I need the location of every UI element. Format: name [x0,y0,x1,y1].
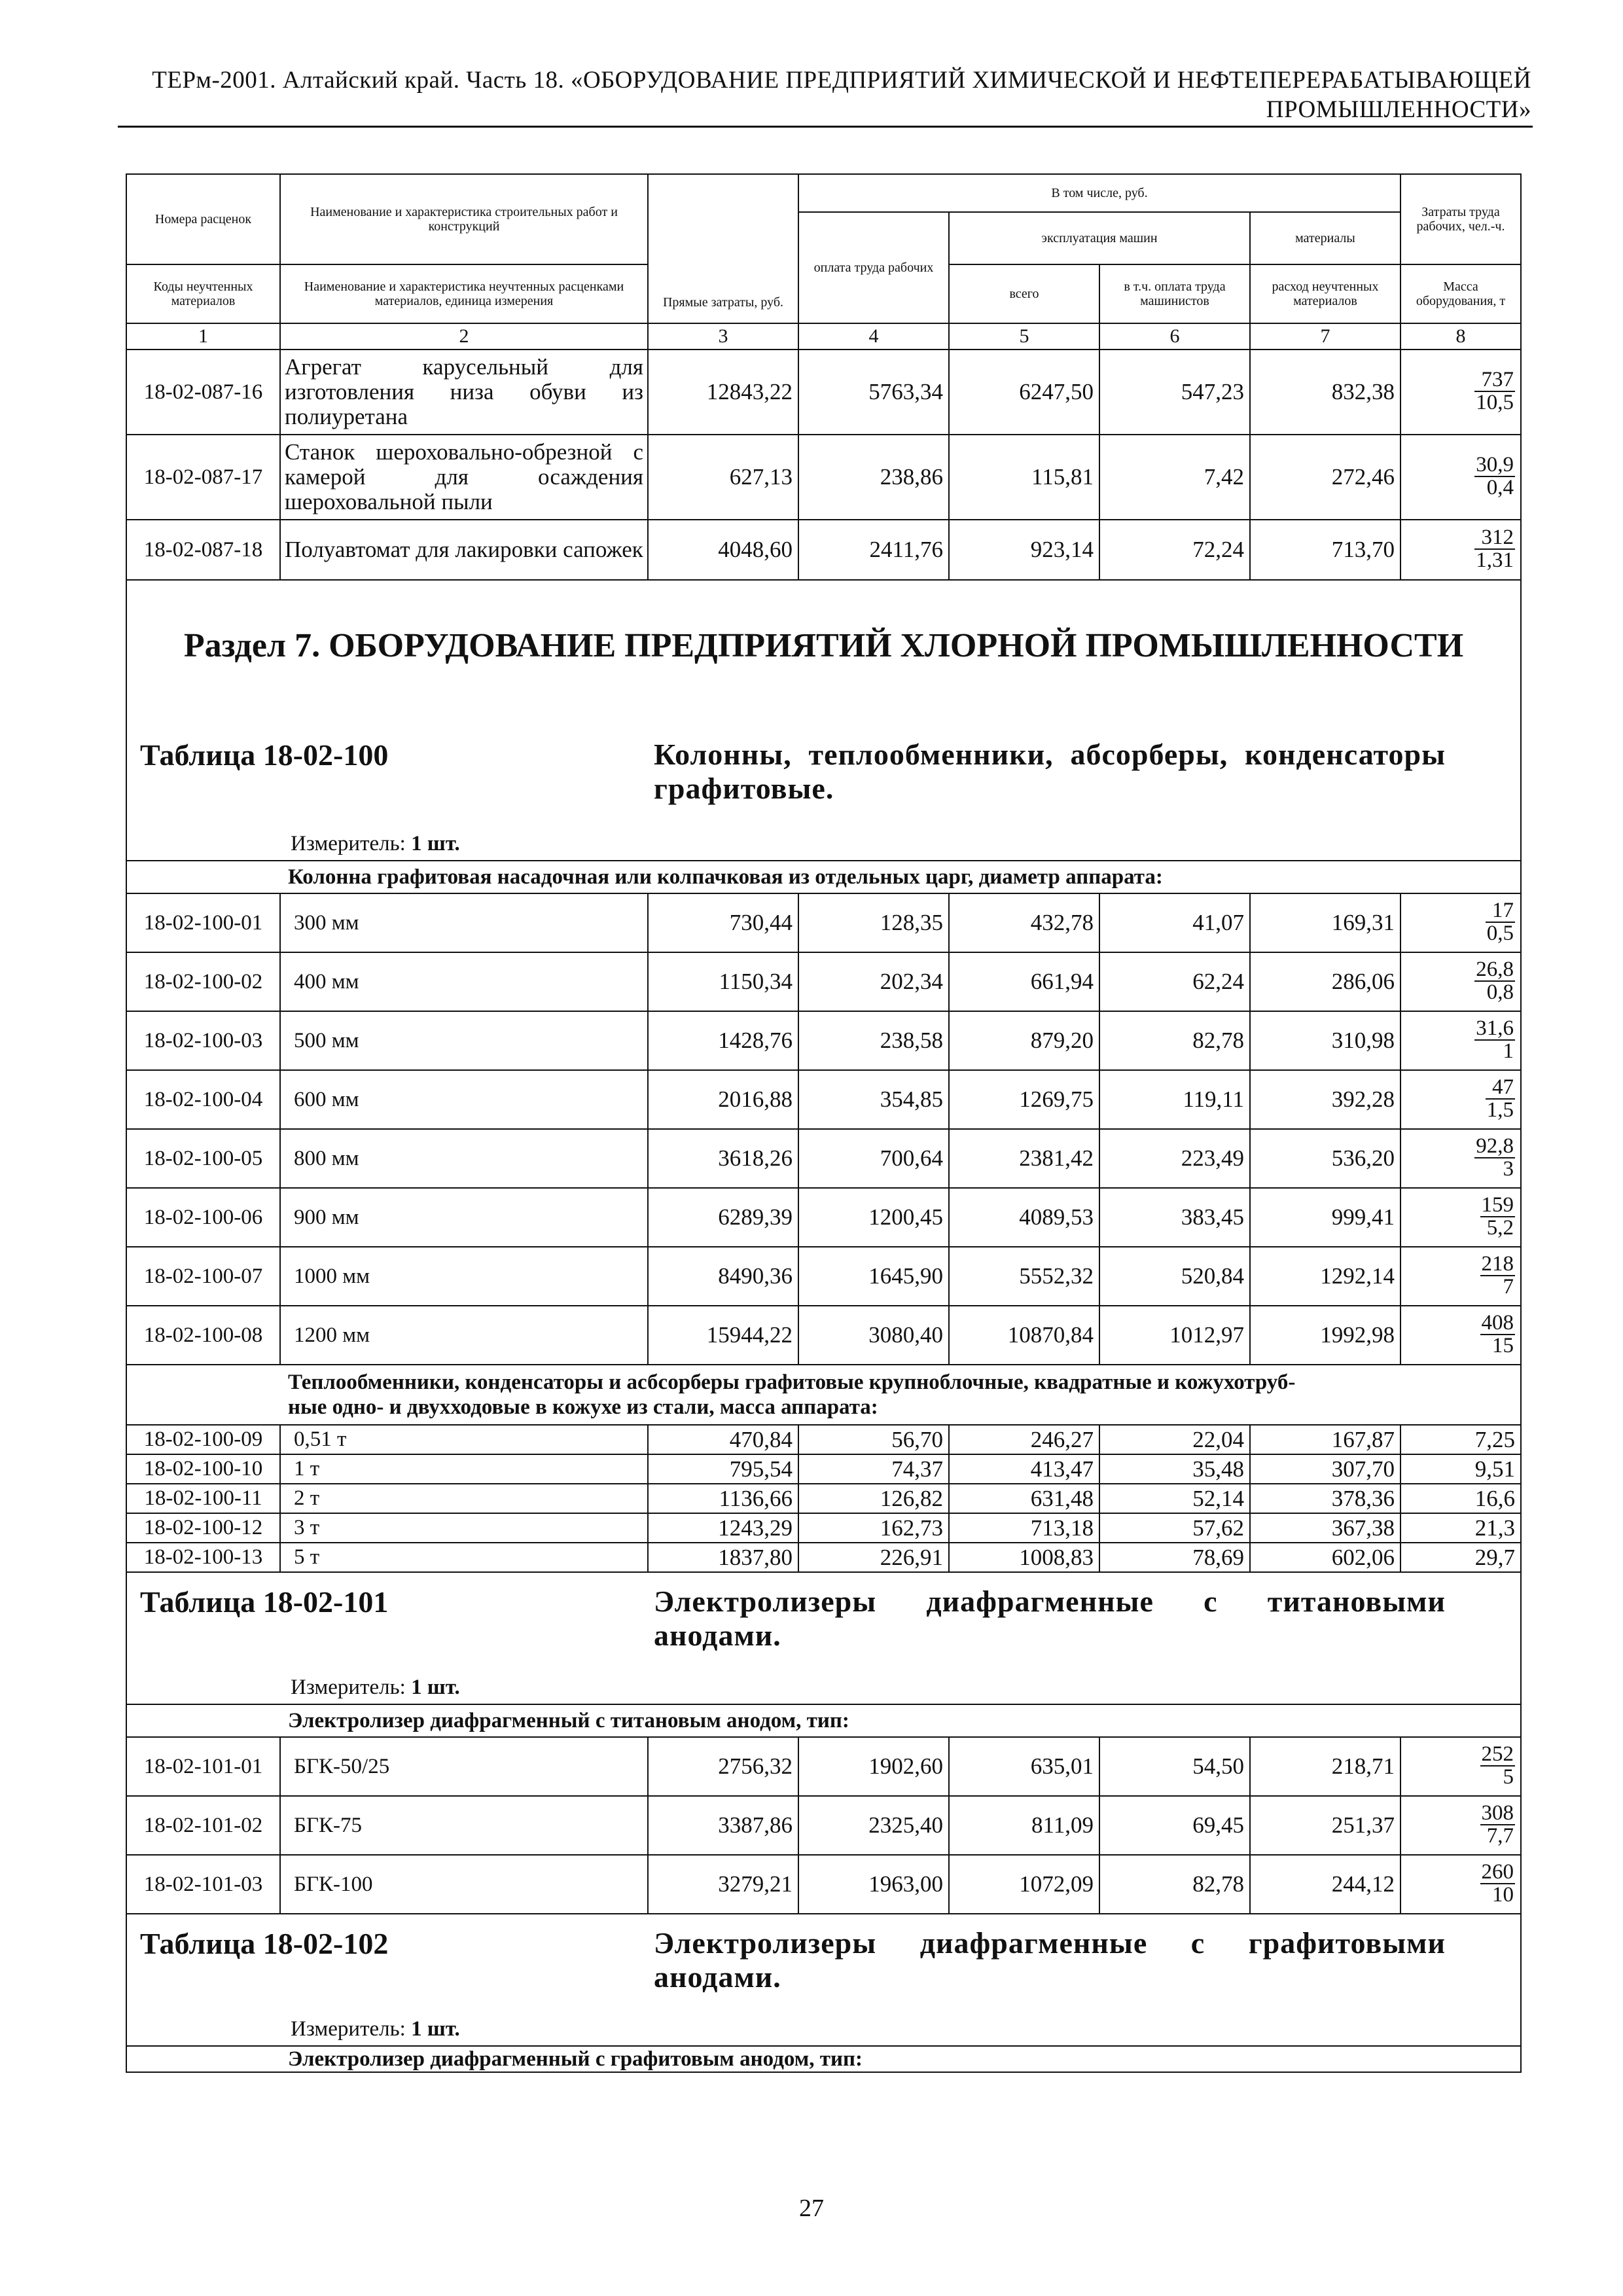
machinists-pay: 35,48 [1099,1454,1250,1484]
machinists-pay: 7,42 [1099,435,1250,520]
labor-over-mass [1474,527,1515,571]
labor-cost-value: 308 [1481,1801,1514,1825]
labor-cost-value: 252 [1481,1742,1514,1766]
mass-value: 1,5 [1486,1098,1514,1122]
col-index: 8 [1400,323,1521,350]
rate-name: БГК-75 [280,1796,648,1855]
mass-cell [1400,435,1521,520]
labor-pay: 2325,40 [798,1796,949,1855]
header-labor-cost: Затраты труда рабочих, чел.-ч. [1400,174,1521,264]
header-materials: материалы [1250,212,1400,264]
labor-over-mass [1474,1018,1515,1062]
table-heading-row [126,1914,1521,2046]
materials: 832,38 [1250,350,1400,435]
group-caption [280,1704,1521,1737]
mass-cell [1400,1247,1521,1306]
rate-name: Полуавтомат для лакировки сапожек [280,520,648,580]
direct-costs: 470,84 [648,1425,798,1454]
rate-name: 900 мм [280,1188,648,1247]
mass-cell [1400,952,1521,1011]
mass-value: 0,8 [1486,980,1514,1004]
materials: 713,70 [1250,520,1400,580]
table-row [126,1454,1521,1484]
table-meter [291,832,460,856]
materials: 307,70 [1250,1454,1400,1484]
mass-value: 15 [1492,1334,1514,1357]
labor-pay: 226,91 [798,1543,949,1572]
machinists-pay: 41,07 [1099,893,1250,952]
group-row [126,861,1521,893]
group-caption [280,2046,1521,2072]
mass-cell: 29,7 [1400,1543,1521,1572]
machinists-pay: 547,23 [1099,350,1250,435]
machines-total: 5552,32 [949,1247,1099,1306]
table-row [126,350,1521,435]
machines-total: 631,48 [949,1484,1099,1513]
rate-code: 18-02-100-01 [126,893,280,952]
materials: 392,28 [1250,1070,1400,1129]
rate-name: Агрегат карусельный для изготовления низа обуви из полиуретана [280,350,648,435]
mass-value: 5 [1503,1765,1514,1789]
header-machines-total: всего [949,264,1099,323]
group-caption-line: Колонна графитовая насадочная или колпачковая из отдельных царг, диаметр аппарата: [288,865,1163,889]
header-material-codes: Коды неучтенных материалов [126,264,280,323]
labor-pay: 1200,45 [798,1188,949,1247]
group-caption [280,861,1521,893]
labor-over-mass [1486,1077,1515,1121]
rate-code: 18-02-100-12 [126,1513,280,1543]
table-heading [126,1572,1521,1704]
materials: 367,38 [1250,1513,1400,1543]
machinists-pay: 119,11 [1099,1070,1250,1129]
group-caption-line: Электролизер диафрагменный с графитовым анодом, тип: [288,2047,863,2071]
direct-costs: 8490,36 [648,1247,798,1306]
mass-cell [1400,1129,1521,1188]
machines-total: 879,20 [949,1011,1099,1070]
table-heading [126,1914,1521,2046]
machines-total: 413,47 [949,1454,1099,1484]
header-materials-use: расход неучтенных материалов [1250,264,1400,323]
page-number: 27 [799,2195,824,2222]
machinists-pay: 78,69 [1099,1543,1250,1572]
table-row [126,1188,1521,1247]
table-meter [291,2017,460,2041]
machines-total: 811,09 [949,1796,1099,1855]
rate-code: 18-02-100-11 [126,1484,280,1513]
rate-name: Станок шероховально-обрезной с камерой для осаждения шероховальной пыли [280,435,648,520]
machines-total: 115,81 [949,435,1099,520]
group-spacer [126,861,280,893]
mass-value: 7 [1503,1275,1514,1299]
mass-cell [1400,520,1521,580]
rate-code: 18-02-100-08 [126,1306,280,1365]
direct-costs: 1243,29 [648,1513,798,1543]
meter-label: Измеритель: [291,2017,406,2041]
mass-cell [1400,1737,1521,1796]
mass-value: 3 [1503,1157,1514,1181]
table-heading-block [127,1914,1520,2045]
header-line-1: ТЕРм-2001. Алтайский край. Часть 18. «ОБОРУДОВАНИЕ ПРЕДПРИЯТИЙ ХИМИЧЕСКОЙ И НЕФТЕПЕРЕРАБАТЫВАЮЩЕЙ [152,67,1531,94]
group-caption-line: Теплообменники, конденсаторы и асбсорберы графитовые крупноблочные, квадратные и кожухотруб- [288,1371,1296,1394]
labor-pay: 202,34 [798,952,949,1011]
labor-over-mass [1480,1744,1516,1788]
machines-total: 432,78 [949,893,1099,952]
machinists-pay: 62,24 [1099,952,1250,1011]
mass-value: 1,31 [1476,548,1514,572]
table-title: Электролизеры диафрагменные с графитовыми анодами. [654,1926,1446,1994]
direct-costs: 730,44 [648,893,798,952]
labor-pay: 126,82 [798,1484,949,1513]
materials: 1292,14 [1250,1247,1400,1306]
labor-over-mass [1474,369,1515,414]
rate-name: 1 т [280,1454,648,1484]
machinists-pay: 69,45 [1099,1796,1250,1855]
direct-costs: 3618,26 [648,1129,798,1188]
mass-cell [1400,1070,1521,1129]
labor-cost-value: 737 [1474,369,1515,392]
materials: 310,98 [1250,1011,1400,1070]
machines-total: 2381,42 [949,1129,1099,1188]
direct-costs: 6289,39 [648,1188,798,1247]
labor-over-mass [1480,1803,1516,1847]
header-machinists-pay: в т.ч. оплата труда машинистов [1099,264,1250,323]
materials: 251,37 [1250,1796,1400,1855]
header-including: В том числе, руб. [798,174,1400,212]
header-rate-numbers: Номера расценок [126,174,280,264]
machinists-pay: 57,62 [1099,1513,1250,1543]
rate-code: 18-02-100-07 [126,1247,280,1306]
group-row [126,1704,1521,1737]
labor-over-mass [1486,900,1515,944]
labor-cost-value: 17 [1486,900,1515,923]
direct-costs: 2756,32 [648,1737,798,1796]
rate-code: 18-02-100-13 [126,1543,280,1572]
labor-over-mass [1474,1136,1515,1180]
labor-over-mass [1474,454,1515,499]
page-header [118,65,1531,124]
table-row [126,1247,1521,1306]
rate-name: БГК-50/25 [280,1737,648,1796]
labor-pay: 238,86 [798,435,949,520]
mass-cell: 9,51 [1400,1454,1521,1484]
table-row [126,1513,1521,1543]
direct-costs: 3279,21 [648,1855,798,1914]
table-row [126,1543,1521,1572]
machines-total: 1008,83 [949,1543,1099,1572]
labor-pay: 238,58 [798,1011,949,1070]
direct-costs: 795,54 [648,1454,798,1484]
labor-pay: 700,64 [798,1129,949,1188]
table-row [126,1129,1521,1188]
machinists-pay: 54,50 [1099,1737,1250,1796]
rate-name: 600 мм [280,1070,648,1129]
labor-over-mass [1480,1194,1516,1239]
direct-costs: 15944,22 [648,1306,798,1365]
materials: 167,87 [1250,1425,1400,1454]
table-heading-row [126,726,1521,861]
materials: 999,41 [1250,1188,1400,1247]
machinists-pay: 22,04 [1099,1425,1250,1454]
direct-costs: 1150,34 [648,952,798,1011]
meter-value: 1 шт. [411,832,460,855]
machines-total: 6247,50 [949,350,1099,435]
rate-name: 400 мм [280,952,648,1011]
mass-cell [1400,350,1521,435]
header-mass: Масса оборудования, т [1400,264,1521,323]
rate-name: 2 т [280,1484,648,1513]
direct-costs: 1136,66 [648,1484,798,1513]
labor-over-mass [1474,959,1515,1003]
labor-over-mass [1480,1253,1516,1298]
group-spacer [126,2046,280,2072]
direct-costs: 12843,22 [648,350,798,435]
materials: 536,20 [1250,1129,1400,1188]
header-line-2: ПРОМЫШЛЕННОСТИ» [1266,96,1531,123]
machines-total: 923,14 [949,520,1099,580]
table-row [126,1011,1521,1070]
group-row [126,2046,1521,2072]
machinists-pay: 520,84 [1099,1247,1250,1306]
rates-table [126,173,1522,2073]
labor-cost-value: 408 [1481,1311,1514,1335]
col-index: 5 [949,323,1099,350]
rate-code: 18-02-101-02 [126,1796,280,1855]
labor-cost-value: 47 [1486,1077,1515,1100]
labor-pay: 5763,34 [798,350,949,435]
rate-name: БГК-100 [280,1855,648,1914]
meter-label: Измеритель: [291,832,406,855]
direct-costs: 3387,86 [648,1796,798,1855]
labor-pay: 74,37 [798,1454,949,1484]
machines-total: 1269,75 [949,1070,1099,1129]
materials: 169,31 [1250,893,1400,952]
labor-cost-value: 92,8 [1476,1134,1514,1158]
mass-value: 10 [1492,1883,1514,1907]
rate-name: 300 мм [280,893,648,952]
rate-code: 18-02-101-01 [126,1737,280,1796]
table-number: Таблица 18-02-101 [140,1585,389,1619]
rate-code: 18-02-100-02 [126,952,280,1011]
labor-cost-value: 31,6 [1476,1016,1514,1040]
group-spacer [126,1365,280,1425]
materials: 1992,98 [1250,1306,1400,1365]
table-meter [291,1676,460,1700]
mass-value: 0,5 [1486,922,1514,945]
mass-value: 10,5 [1476,391,1514,414]
table-title: Колонны, теплообменники, абсорберы, конденсаторы графитовые. [654,738,1446,805]
labor-over-mass [1480,1861,1516,1906]
machines-total: 661,94 [949,952,1099,1011]
materials: 378,36 [1250,1484,1400,1513]
machines-total: 635,01 [949,1737,1099,1796]
column-index-row [126,323,1521,350]
labor-pay: 1645,90 [798,1247,949,1306]
rate-code: 18-02-100-06 [126,1188,280,1247]
mass-value: 1 [1503,1039,1514,1063]
materials: 286,06 [1250,952,1400,1011]
labor-cost-value: 218 [1481,1252,1514,1276]
meter-value: 1 шт. [411,1676,460,1699]
table-title: Электролизеры диафрагменные с титановыми анодами. [654,1585,1446,1652]
section-title-row [126,580,1521,726]
col-index: 2 [280,323,648,350]
header-direct-costs: Прямые затраты, руб. [648,174,798,323]
rate-name: 0,51 т [280,1425,648,1454]
rate-name: 5 т [280,1543,648,1572]
machinists-pay: 72,24 [1099,520,1250,580]
table-number: Таблица 18-02-102 [140,1927,389,1960]
rate-code: 18-02-100-03 [126,1011,280,1070]
mass-cell [1400,1011,1521,1070]
group-caption [280,1365,1521,1425]
machines-total: 713,18 [949,1513,1099,1543]
mass-cell [1400,1796,1521,1855]
table-row [126,893,1521,952]
table-heading [126,726,1521,861]
header-labor-pay: оплата труда рабочих [798,212,949,323]
labor-cost-value: 260 [1481,1860,1514,1884]
rate-code: 18-02-100-04 [126,1070,280,1129]
machines-total: 246,27 [949,1425,1099,1454]
mass-cell: 21,3 [1400,1513,1521,1543]
rate-code: 18-02-100-09 [126,1425,280,1454]
mass-value: 5,2 [1486,1216,1514,1240]
labor-pay: 128,35 [798,893,949,952]
labor-pay: 354,85 [798,1070,949,1129]
table-heading-block [127,1573,1520,1704]
machinists-pay: 52,14 [1099,1484,1250,1513]
rate-code: 18-02-101-03 [126,1855,280,1914]
mass-cell [1400,893,1521,952]
table-heading-row [126,1572,1521,1704]
table-row [126,1796,1521,1855]
rate-code: 18-02-087-16 [126,350,280,435]
rate-name: 500 мм [280,1011,648,1070]
table-row [126,1855,1521,1914]
direct-costs: 4048,60 [648,520,798,580]
table-row [126,1070,1521,1129]
mass-cell [1400,1855,1521,1914]
section-title-text: Раздел 7. ОБОРУДОВАНИЕ ПРЕДПРИЯТИЙ ХЛОРНОЙ ПРОМЫШЛЕННОСТИ [183,627,1464,664]
meter-label: Измеритель: [291,1676,406,1699]
labor-cost-value: 159 [1481,1193,1514,1217]
materials: 272,46 [1250,435,1400,520]
col-index: 6 [1099,323,1250,350]
meter-value: 1 шт. [411,2017,460,2041]
labor-cost-value: 312 [1474,527,1515,550]
table-row [126,1737,1521,1796]
direct-costs: 1837,80 [648,1543,798,1572]
mass-cell [1400,1188,1521,1247]
labor-pay: 3080,40 [798,1306,949,1365]
labor-over-mass [1480,1312,1516,1357]
mass-value: 7,7 [1486,1824,1514,1848]
rate-code: 18-02-087-18 [126,520,280,580]
header-material-names: Наименование и характеристика неучтенных расценками материалов, единица измерения [280,264,648,323]
table-row [126,1484,1521,1513]
table-row [126,952,1521,1011]
labor-cost-value: 30,9 [1476,453,1514,476]
mass-cell [1400,1306,1521,1365]
table-row [126,520,1521,580]
table-row [126,1425,1521,1454]
machines-total: 1072,09 [949,1855,1099,1914]
group-spacer [126,1704,280,1737]
section-title [126,580,1521,726]
table-number: Таблица 18-02-100 [140,738,389,772]
labor-pay: 1963,00 [798,1855,949,1914]
col-index: 3 [648,323,798,350]
machines-total: 10870,84 [949,1306,1099,1365]
labor-pay: 56,70 [798,1425,949,1454]
rate-code: 18-02-100-05 [126,1129,280,1188]
col-index: 1 [126,323,280,350]
group-caption-line: ные одно- и двухходовые в кожухе из стали, масса аппарата: [288,1395,878,1419]
mass-cell: 7,25 [1400,1425,1521,1454]
rate-code: 18-02-100-10 [126,1454,280,1484]
rate-name: 1000 мм [280,1247,648,1306]
header-rule [118,126,1533,128]
mass-cell: 16,6 [1400,1484,1521,1513]
materials: 602,06 [1250,1543,1400,1572]
labor-pay: 1902,60 [798,1737,949,1796]
group-row [126,1365,1521,1425]
machinists-pay: 1012,97 [1099,1306,1250,1365]
direct-costs: 627,13 [648,435,798,520]
labor-pay: 162,73 [798,1513,949,1543]
machinists-pay: 383,45 [1099,1188,1250,1247]
materials: 218,71 [1250,1737,1400,1796]
table-row [126,1306,1521,1365]
rate-code: 18-02-087-17 [126,435,280,520]
machinists-pay: 223,49 [1099,1129,1250,1188]
group-caption-line: Электролизер диафрагменный с титановым анодом, тип: [288,1709,849,1732]
materials: 244,12 [1250,1855,1400,1914]
rate-name: 3 т [280,1513,648,1543]
header-machines: эксплуатация машин [949,212,1250,264]
direct-costs: 1428,76 [648,1011,798,1070]
mass-value: 0,4 [1486,476,1514,499]
table-heading-block [127,726,1520,860]
col-index: 7 [1250,323,1400,350]
table-row [126,435,1521,520]
rate-name: 1200 мм [280,1306,648,1365]
direct-costs: 2016,88 [648,1070,798,1129]
machines-total: 4089,53 [949,1188,1099,1247]
labor-pay: 2411,76 [798,520,949,580]
machinists-pay: 82,78 [1099,1855,1250,1914]
rate-name: 800 мм [280,1129,648,1188]
machinists-pay: 82,78 [1099,1011,1250,1070]
labor-cost-value: 26,8 [1476,958,1514,981]
col-index: 4 [798,323,949,350]
header-work-name: Наименование и характеристика строительных работ и конструкций [280,174,648,264]
